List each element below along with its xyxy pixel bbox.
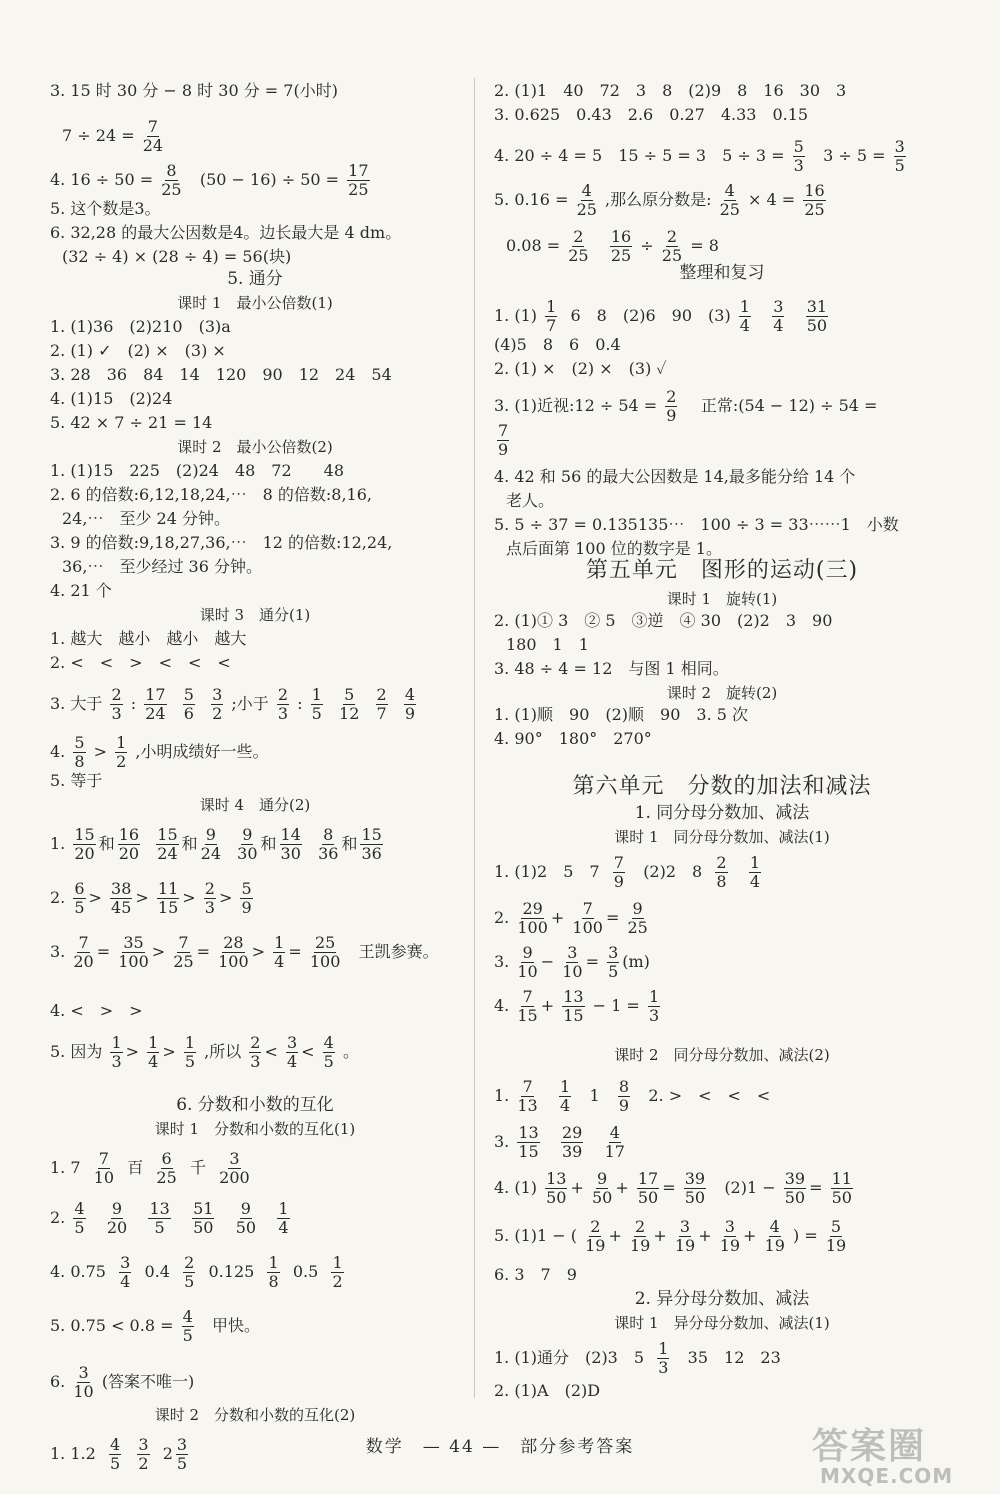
answer-line: 1. (1)顺 90 (2)顺 90 3. 5 次 [494, 705, 749, 724]
fraction: $\frac{13}{50}$ [546, 1169, 567, 1207]
fraction: $\frac{7}{25}$ [173, 933, 194, 971]
answer-line: 4. (1)15 (2)24 [50, 389, 173, 408]
fraction: $\frac{3}{2}$ [138, 1435, 149, 1473]
section-heading: 整理和复习 [679, 263, 765, 283]
fraction: $\frac{17}{24}$ [145, 685, 166, 723]
answer-line: 180 1 1 [506, 635, 589, 654]
fraction: $\frac{7}{9}$ [498, 421, 509, 459]
unit-heading: 第五单元 图形的运动(三) [585, 558, 859, 583]
fraction: $\frac{1}{5}$ [184, 1033, 196, 1071]
answer-line: 点后面第 100 位的数字是 1。 [506, 539, 722, 558]
fraction: $\frac{3}{10}$ [562, 943, 583, 981]
fraction: $\frac{6}{5}$ [74, 879, 85, 917]
section-heading: 2. 异分母分数加、减法 [634, 1289, 810, 1309]
fraction: $\frac{1}{2}$ [332, 1253, 343, 1291]
column-divider [474, 78, 475, 1398]
fraction: $\frac{9}{50}$ [235, 1199, 257, 1237]
answer-line: 1. (1)15 225 (2)24 48 72 48 [50, 461, 345, 480]
fraction: $\frac{4}{19}$ [764, 1217, 785, 1255]
answer-line: 1. (1)36 (2)210 (3)a [50, 317, 231, 336]
lesson-heading: 课时 1 异分母分数加、减法(1) [614, 1314, 830, 1332]
fraction: $\frac{2}{3}$ [204, 879, 215, 917]
fraction: $\frac{3}{19}$ [719, 1217, 741, 1255]
fraction: $\frac{4}{17}$ [604, 1123, 625, 1161]
fraction: $\frac{4}{9}$ [404, 685, 416, 723]
answer-line: 6. $\frac{3}{10}$ (答案不唯一) [50, 1363, 195, 1401]
fraction: $\frac{29}{100}$ [517, 899, 548, 937]
fraction: $\frac{2}{8}$ [716, 853, 727, 891]
fraction: $\frac{25}{100}$ [309, 933, 341, 971]
answer-line [494, 422, 512, 459]
fraction: $\frac{5}{19}$ [825, 1217, 847, 1255]
fraction: $\frac{39}{50}$ [784, 1169, 806, 1207]
fraction: $\frac{9}{50}$ [591, 1169, 613, 1207]
fraction: $\frac{7}{24}$ [142, 117, 164, 155]
fraction: $\frac{1}{3}$ [658, 1339, 669, 1377]
answer-line: 3. 9 的倍数:9,18,27,36,⋯ 12 的倍数:12,24, [50, 533, 393, 552]
fraction: $\frac{31}{50}$ [806, 297, 828, 335]
fraction: $\frac{3}{19}$ [674, 1217, 696, 1255]
fraction: $\frac{9}{30}$ [237, 825, 258, 863]
watermark-logo [806, 1418, 980, 1488]
answer-line: 24,⋯ 至少 24 分钟。 [62, 509, 230, 528]
fraction: $\frac{1}{4}$ [274, 933, 285, 971]
fraction: $\frac{4}{5}$ [182, 1307, 193, 1345]
section-heading: 1. 同分母分数加、减法 [634, 803, 810, 823]
fraction: $\frac{28}{100}$ [218, 933, 249, 971]
fraction: $\frac{4}{5}$ [109, 1435, 121, 1473]
fraction: $\frac{2}{5}$ [184, 1253, 195, 1291]
answer-line: (32 ÷ 4) × (28 ÷ 4) = 56(块) [62, 247, 292, 266]
answer-line: 5. 因为 $\frac{1}{3}$ > $\frac{1}{4}$ > $\frac{1}{5}$ ,所以 $\frac{2}{3}$ < $\frac{3}{4}$ < $\frac{4}{5}$ 。 [50, 1033, 359, 1071]
answer-line: 3. 48 ÷ 4 = 12 与图 1 相同。 [494, 659, 729, 678]
fraction: $\frac{1}{4}$ [559, 1077, 571, 1115]
fraction: $\frac{7}{100}$ [572, 899, 603, 937]
lesson-heading: 课时 1 最小公倍数(1) [177, 294, 333, 312]
fraction: $\frac{2}{19}$ [629, 1217, 651, 1255]
fraction: $\frac{2}{3}$ [277, 685, 289, 723]
fraction: $\frac{5}{8}$ [74, 733, 85, 771]
answer-line: 1. $\frac{7}{13}$ $\frac{1}{4}$ 1 $\frac{8}{9}$ 2. > < < < [494, 1077, 771, 1115]
answer-line: 1. $\frac{15}{20}$ 和 $\frac{16}{20}$ $\frac{15}{24}$ 和 $\frac{9}{24}$ $\frac{9}{30}$ 和 $\frac{14}{30}$ $\frac{8}{36}$ 和 $\frac{15}{36}$ [50, 825, 382, 863]
answer-line: 6. 32,28 的最大公因数是4。边长最大是 4 dm。 [50, 223, 402, 242]
fraction: $\frac{4}{25}$ [719, 181, 740, 219]
fraction: $\frac{7}{9}$ [613, 853, 624, 891]
answer-line: 4. 16 ÷ 50 = $\frac{8}{25}$ (50 − 16) ÷ 50 = $\frac{17}{25}$ [50, 161, 369, 199]
fraction: $\frac{2}{3}$ [111, 685, 122, 723]
section-heading: 6. 分数和小数的互化 [176, 1095, 334, 1115]
answer-line: 2. < < > < < < [50, 653, 231, 672]
answer-line: 5. 等于 [50, 771, 103, 790]
answer-line: 2. 6 的倍数:6,12,18,24,⋯ 8 的倍数:8,16, [50, 485, 372, 504]
answer-line: 1. (1) $\frac{1}{7}$ 6 8 (2)6 90 (3) $\frac{1}{4}$ $\frac{3}{4}$ $\frac{31}{50}$ [494, 297, 828, 335]
answer-line: 2. (1) × (2) × (3) ✓ [494, 359, 667, 378]
answer-line: 3. 28 36 84 14 120 90 12 24 54 [50, 365, 392, 384]
answer-line: 5. 5 ÷ 37 = 0.135135⋯ 100 ÷ 3 = 33⋯⋯1 小数 [494, 515, 899, 534]
fraction: $\frac{2}{3}$ [250, 1033, 261, 1071]
watermark-url: MXQE.COM [820, 1464, 954, 1488]
answer-line: 5. 0.16 = $\frac{4}{25}$ ,那么原分数是: $\frac{4}{25}$ × 4 = $\frac{16}{25}$ [494, 181, 825, 219]
answer-line: 5. 0.75 < 0.8 = $\frac{4}{5}$ 甲快。 [50, 1307, 261, 1345]
section-heading: 5. 通分 [227, 269, 283, 289]
fraction: $\frac{5}{3}$ [793, 137, 804, 175]
fraction: $\frac{2}{19}$ [585, 1217, 606, 1255]
fraction: $\frac{7}{20}$ [73, 933, 94, 971]
lesson-heading: 课时 2 分数和小数的互化(2) [154, 1406, 356, 1424]
fraction: $\frac{3}{200}$ [219, 1149, 250, 1187]
answer-line: 5. (1)1 − ( $\frac{2}{19}$ + $\frac{2}{19}$ + $\frac{3}{19}$ + $\frac{3}{19}$ + $\frac{4}{19}$ ) = $\frac{5}{19}$ [494, 1217, 847, 1255]
watermark-title: 答案圈 [812, 1426, 927, 1467]
answer-line: 2. $\frac{6}{5}$ > $\frac{38}{45}$ > $\frac{11}{15}$ > $\frac{2}{3}$ > $\frac{5}{9}$ [50, 879, 252, 917]
fraction: $\frac{3}{10}$ [73, 1363, 94, 1401]
lesson-heading: 课时 2 同分母分数加、减法(2) [614, 1046, 830, 1064]
answer-line: 6. 3 7 9 [494, 1265, 577, 1284]
answer-line: 2. $\frac{29}{100}$ + $\frac{7}{100}$ = $\frac{9}{25}$ [494, 899, 648, 937]
fraction: $\frac{3}{5}$ [894, 137, 905, 175]
fraction: $\frac{8}{36}$ [318, 825, 339, 863]
fraction: $\frac{3}{4}$ [773, 297, 784, 335]
fraction: $\frac{7}{15}$ [517, 987, 538, 1025]
answer-line: 4. (1) $\frac{13}{50}$ + $\frac{9}{50}$ + $\frac{17}{50}$ = $\frac{39}{50}$ (2)1 − $\frac{39}{50}$ = $\frac{11}{50}$ [494, 1169, 852, 1207]
fraction: $\frac{15}{20}$ [74, 825, 95, 863]
fraction: $\frac{4}{5}$ [323, 1033, 334, 1071]
fraction: $\frac{39}{50}$ [684, 1169, 706, 1207]
fraction: $\frac{51}{50}$ [193, 1199, 214, 1237]
answer-line: 4. 0.75 $\frac{3}{4}$ 0.4 $\frac{2}{5}$ 0.125 $\frac{1}{8}$ 0.5 $\frac{1}{2}$ [50, 1253, 343, 1291]
fraction: $\frac{1}{3}$ [111, 1033, 122, 1071]
fraction: $\frac{14}{30}$ [280, 825, 301, 863]
answer-line: 3. 0.625 0.43 2.6 0.27 4.33 0.15 [494, 105, 809, 124]
answer-line: 5. 42 × 7 ÷ 21 = 14 [50, 413, 213, 432]
answer-line: 4. $\frac{5}{8}$ > $\frac{1}{2}$ ,小明成绩好一些。 [50, 733, 269, 771]
fraction: $\frac{9}{25}$ [627, 899, 648, 937]
unit-heading: 第六单元 分数的加法和减法 [572, 774, 872, 799]
fraction: $\frac{15}{36}$ [361, 825, 382, 863]
fraction: $\frac{4}{25}$ [576, 181, 597, 219]
fraction: $\frac{16}{20}$ [118, 825, 140, 863]
answer-line: 0.08 = $\frac{2}{25}$ $\frac{16}{25}$ ÷ $\frac{2}{25}$ = 8 [506, 227, 719, 265]
fraction: $\frac{38}{45}$ [111, 879, 132, 917]
lesson-heading: 课时 1 分数和小数的互化(1) [154, 1120, 356, 1138]
answer-line: 1. (1)通分 (2)3 5 $\frac{1}{3}$ 35 12 23 [494, 1339, 781, 1377]
fraction: $\frac{2}{9}$ [666, 387, 677, 425]
fraction: $\frac{9}{10}$ [517, 943, 538, 981]
fraction: $\frac{13}{15}$ [563, 987, 584, 1025]
fraction: $\frac{3}{4}$ [286, 1033, 298, 1071]
fraction: $\frac{1}{3}$ [648, 987, 660, 1025]
fraction: $\frac{16}{25}$ [610, 227, 632, 265]
fraction: $\frac{5}{6}$ [183, 685, 194, 723]
answer-line: 1. 7 $\frac{7}{10}$ 百 $\frac{6}{25}$ 千 $\frac{3}{200}$ [50, 1149, 250, 1187]
fraction: $\frac{17}{25}$ [348, 161, 369, 199]
fraction: $\frac{3}{5}$ [176, 1435, 188, 1473]
lesson-heading: 课时 2 旋转(2) [666, 684, 778, 702]
fraction: $\frac{1}{7}$ [546, 297, 557, 335]
answer-line: 7 ÷ 24 = $\frac{7}{24}$ [62, 117, 164, 155]
answer-line: 36,⋯ 至少经过 36 分钟。 [62, 557, 262, 576]
answer-line: 2. (1)① 3 ② 5 ③逆 ④ 30 (2)2 3 90 [494, 611, 833, 630]
answer-line: 4. 42 和 56 的最大公因数是 14,最多能分给 14 个 [494, 467, 856, 486]
fraction: $\frac{1}{8}$ [268, 1253, 279, 1291]
fraction: $\frac{7}{10}$ [93, 1149, 115, 1187]
answer-line: 1. 越大 越小 越小 越大 [50, 629, 247, 648]
answer-line: 2. (1)A (2)D [494, 1381, 601, 1400]
lesson-heading: 课时 3 通分(1) [199, 606, 311, 624]
answer-line: 2. $\frac{4}{5}$ $\frac{9}{20}$ $\frac{13}{5}$ $\frac{51}{50}$ $\frac{9}{50}$ $\frac{1}{4}$ [50, 1199, 289, 1237]
fraction: $\frac{13}{15}$ [518, 1123, 539, 1161]
fraction: $\frac{9}{20}$ [106, 1199, 128, 1237]
lesson-heading: 课时 1 旋转(1) [666, 590, 778, 608]
fraction: $\frac{1}{2}$ [116, 733, 127, 771]
fraction: $\frac{1}{4}$ [739, 297, 750, 335]
fraction: $\frac{1}{4}$ [148, 1033, 159, 1071]
fraction: $\frac{5}{12}$ [339, 685, 360, 723]
answer-line: 4. $\frac{7}{15}$ + $\frac{13}{15}$ − 1 = $\frac{1}{3}$ [494, 987, 660, 1025]
fraction: $\frac{35}{100}$ [118, 933, 149, 971]
fraction: $\frac{5}{9}$ [241, 879, 252, 917]
fraction: $\frac{11}{15}$ [157, 879, 179, 917]
answer-line: 3. $\frac{9}{10}$ − $\frac{3}{10}$ = $\frac{3}{5}$ (m) [494, 943, 650, 981]
answer-line: 老人。 [506, 491, 555, 510]
fraction: $\frac{4}{5}$ [74, 1199, 85, 1237]
answer-line: 1. 1.2 $\frac{4}{5}$ $\frac{3}{2}$ 2 $\frac{3}{5}$ [50, 1435, 188, 1473]
answer-line: 3. $\frac{13}{15}$ $\frac{29}{39}$ $\frac{4}{17}$ [494, 1123, 625, 1161]
fraction: $\frac{1}{4}$ [749, 853, 761, 891]
fraction: $\frac{2}{7}$ [376, 685, 387, 723]
fraction: $\frac{9}{24}$ [200, 825, 221, 863]
answer-line: 2. (1) ✓ (2) × (3) × [50, 341, 226, 360]
fraction: $\frac{15}{24}$ [157, 825, 178, 863]
fraction: $\frac{29}{39}$ [561, 1123, 583, 1161]
answer-line: 3. $\frac{7}{20}$ = $\frac{35}{100}$ > $\frac{7}{25}$ = $\frac{28}{100}$ > $\frac{1}{4}$ = $\frac{25}{100}$ 王凯参赛。 [50, 933, 439, 971]
lesson-heading: 课时 1 同分母分数加、减法(1) [614, 828, 830, 846]
answer-line: 2. (1)1 40 72 3 8 (2)9 8 16 30 3 [494, 81, 847, 100]
answer-line: 3. 大于 $\frac{2}{3}$ : $\frac{17}{24}$ $\frac{5}{6}$ $\frac{3}{2}$ ;小于 $\frac{2}{3}$ : $\frac{1}{5}$ $\frac{5}{12}$ $\frac{2}{7}$ $\frac{4}{9}$ [50, 685, 416, 723]
fraction: $\frac{1}{5}$ [311, 685, 322, 723]
fraction: $\frac{3}{4}$ [120, 1253, 131, 1291]
fraction: $\frac{2}{25}$ [661, 227, 683, 265]
answer-line: 3. (1)近视:12 ÷ 54 = $\frac{2}{9}$ 正常:(54 − 12) ÷ 54 = [494, 387, 878, 425]
answer-line: (4)5 8 6 0.4 [494, 335, 621, 354]
answer-line: 3. 15 时 30 分 − 8 时 30 分 = 7(小时) [50, 81, 338, 100]
fraction: $\frac{8}{25}$ [161, 161, 182, 199]
fraction: $\frac{7}{13}$ [517, 1077, 538, 1115]
answer-line: 1. (1)2 5 7 $\frac{7}{9}$ (2)2 8 $\frac{2}{8}$ $\frac{1}{4}$ [494, 853, 761, 891]
lesson-heading: 课时 4 通分(2) [199, 796, 311, 814]
fraction: $\frac{13}{5}$ [149, 1199, 170, 1237]
fraction: $\frac{6}{25}$ [156, 1149, 177, 1187]
answer-line: 5. 这个数是3。 [50, 199, 161, 218]
fraction: $\frac{11}{50}$ [831, 1169, 852, 1207]
fraction: $\frac{3}{2}$ [212, 685, 223, 723]
answer-line: 4. < > > [50, 1001, 143, 1020]
fraction: $\frac{8}{9}$ [618, 1077, 630, 1115]
fraction: $\frac{17}{50}$ [637, 1169, 659, 1207]
fraction: $\frac{1}{4}$ [278, 1199, 289, 1237]
fraction: $\frac{3}{5}$ [608, 943, 619, 981]
answer-line: 4. 20 ÷ 4 = 5 15 ÷ 5 = 3 5 ÷ 3 = $\frac{5}{3}$ 3 ÷ 5 = $\frac{3}{5}$ [494, 137, 905, 175]
fraction: $\frac{2}{25}$ [568, 227, 589, 265]
page-footer: 数学 — 44 — 部分参考答案 [365, 1437, 635, 1457]
fraction: $\frac{16}{25}$ [804, 181, 825, 219]
answer-line: 4. 21 个 [50, 581, 112, 600]
answer-line: 4. 90° 180° 270° [494, 729, 652, 748]
lesson-heading: 课时 2 最小公倍数(2) [177, 438, 333, 456]
